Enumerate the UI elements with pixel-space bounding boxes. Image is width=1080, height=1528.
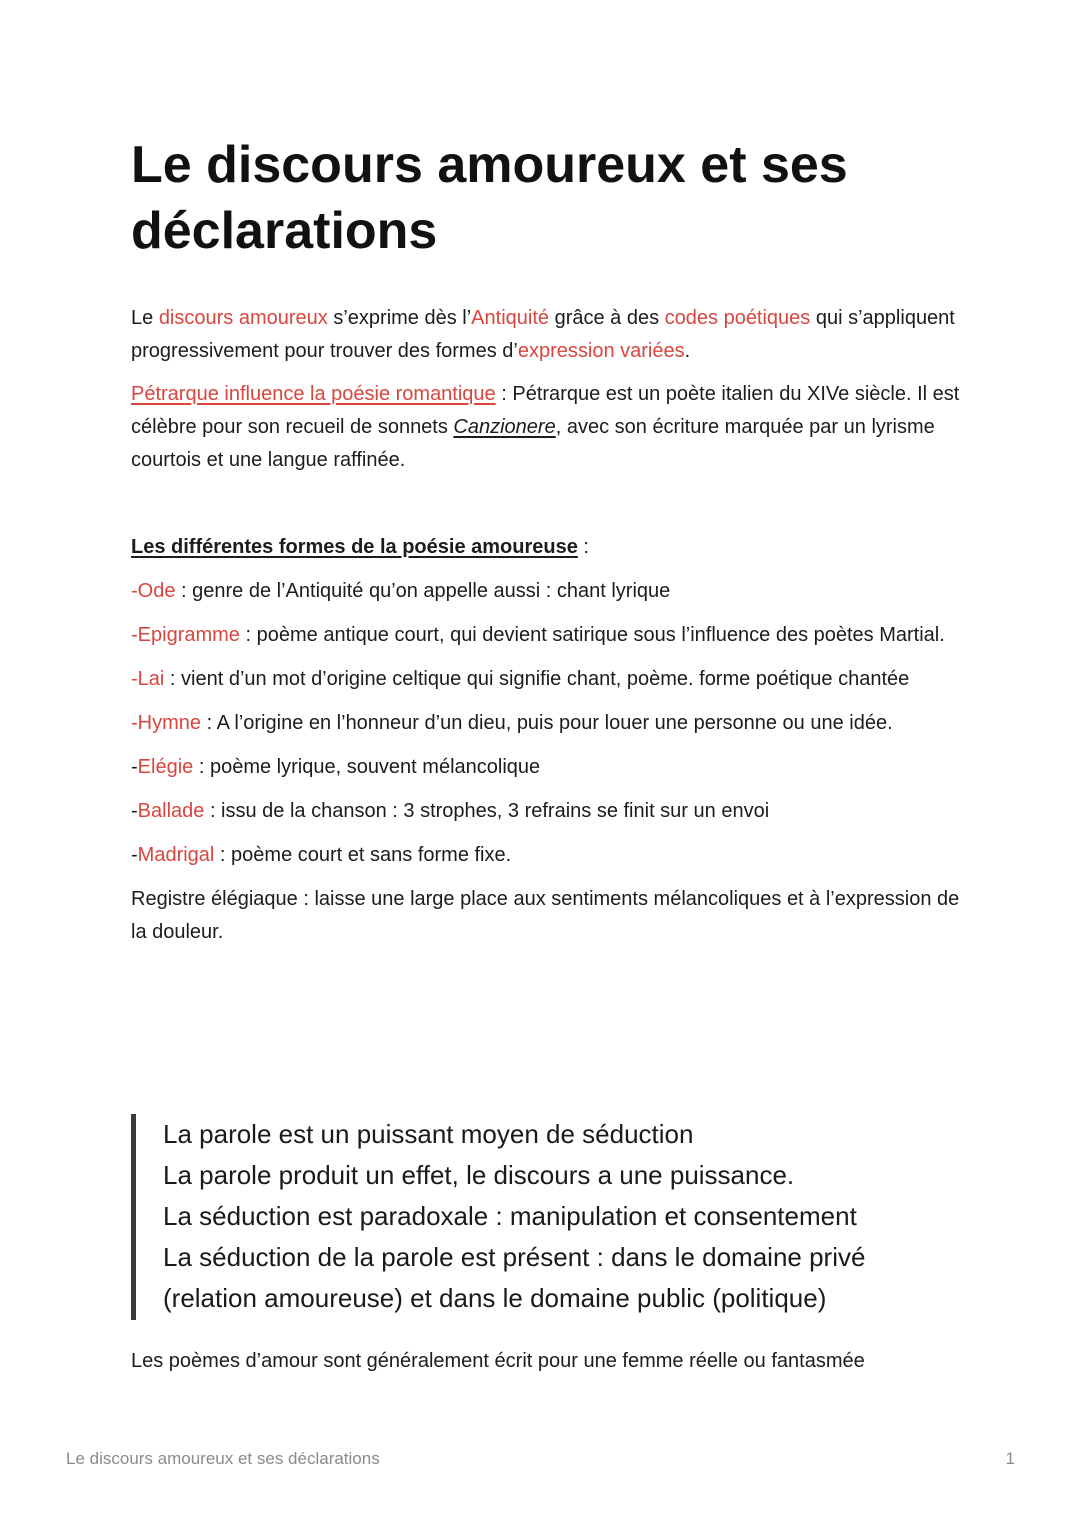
quote-line: La séduction est paradoxale : manipulation et consentement <box>163 1201 857 1231</box>
list-item <box>131 795 961 828</box>
blockquote <box>131 1114 936 1320</box>
list-item <box>131 751 961 784</box>
list-item-definition: : poème court et sans forme fixe. <box>214 844 512 866</box>
list-item-term: Ballade <box>137 800 205 822</box>
section-heading-suffix: : <box>577 536 589 558</box>
page-number: 1 <box>1005 1449 1015 1468</box>
list-item-prefix: - <box>131 756 138 778</box>
list-item-prefix: - <box>131 712 138 734</box>
page-title: Le discours amoureux et ses déclarations <box>131 136 848 260</box>
intro-text: grâce à des <box>549 307 665 329</box>
highlight-term: codes poétiques <box>664 307 811 329</box>
work-title: Canzionere <box>453 416 556 438</box>
list-item-prefix: - <box>131 580 138 602</box>
quote-line: (relation amoureuse) et dans le domaine public (politique) <box>163 1283 827 1313</box>
intro-paragraph-1 <box>131 302 961 368</box>
intro-text: s’exprime dès l’ <box>327 307 472 329</box>
list-item-term: Madrigal <box>137 844 215 866</box>
list-item-term: Elégie <box>137 756 194 778</box>
highlight-term: expression variées <box>517 340 685 362</box>
list-item-definition: : issu de la chanson : 3 strophes, 3 refrains se finit sur un envoi <box>204 800 770 822</box>
list-item-prefix: - <box>131 844 138 866</box>
list-item-term: Ode <box>137 580 176 602</box>
petrarque-link[interactable]: Pétrarque influence la poésie romantique <box>131 383 496 405</box>
quote-line: La séduction de la parole est présent : dans le domaine privé <box>163 1242 866 1272</box>
register-paragraph: Registre élégiaque : laisse une large place aux sentiments mélancoliques et à l’expression de la douleur. <box>131 888 960 943</box>
intro-text: , avec son écriture marquée par un lyrisme courtois et une langue raffinée. <box>131 416 935 471</box>
list-item-prefix: - <box>131 668 138 690</box>
list-item-prefix: - <box>131 624 138 646</box>
list-item-definition: : genre de l’Antiquité qu’on appelle aussi : chant lyrique <box>175 580 671 602</box>
list-item <box>131 707 961 740</box>
list-item <box>131 619 961 652</box>
list-item-term: Hymne <box>137 712 202 734</box>
list-item-definition: : poème lyrique, souvent mélancolique <box>193 756 541 778</box>
list-item-prefix: - <box>131 800 138 822</box>
list-item <box>131 575 961 608</box>
list-item-term: Epigramme <box>137 624 240 646</box>
forms-section <box>131 531 961 949</box>
list-item-term: Lai <box>137 668 165 690</box>
closing-text: Les poèmes d’amour sont généralement écrit pour une femme réelle ou fantasmée <box>131 1350 865 1372</box>
list-item-definition: : poème antique court, qui devient satirique sous l’influence des poètes Martial. <box>239 624 945 646</box>
highlight-term: Antiquité <box>471 307 550 329</box>
closing-paragraph <box>131 1345 961 1378</box>
intro-paragraph-2 <box>131 378 961 477</box>
highlight-term: discours amoureux <box>158 307 328 329</box>
intro-text: qui s’appliquent progressivement pour trouver des formes d’ <box>131 307 955 362</box>
list-item-definition: : A l’origine en l’honneur d’un dieu, puis pour louer une personne ou une idée. <box>201 712 893 734</box>
intro-text: Le <box>131 307 159 329</box>
quote-line: La parole est un puissant moyen de séduction <box>163 1119 694 1149</box>
list-item-definition: : vient d’un mot d’origine celtique qui signifie chant, poème. forme poétique chantée <box>164 668 910 690</box>
footer-title: Le discours amoureux et ses déclarations <box>66 1449 380 1468</box>
section-heading: Les différentes formes de la poésie amoureuse <box>131 536 578 558</box>
intro-text: . <box>684 340 691 362</box>
intro-text: : Pétrarque est un poète italien du XIVe siècle. Il est célèbre pour son recueil de sonnets <box>131 383 960 438</box>
quote-line: La parole produit un effet, le discours a une puissance. <box>163 1160 795 1190</box>
list-item <box>131 663 961 696</box>
list-item <box>131 839 961 872</box>
